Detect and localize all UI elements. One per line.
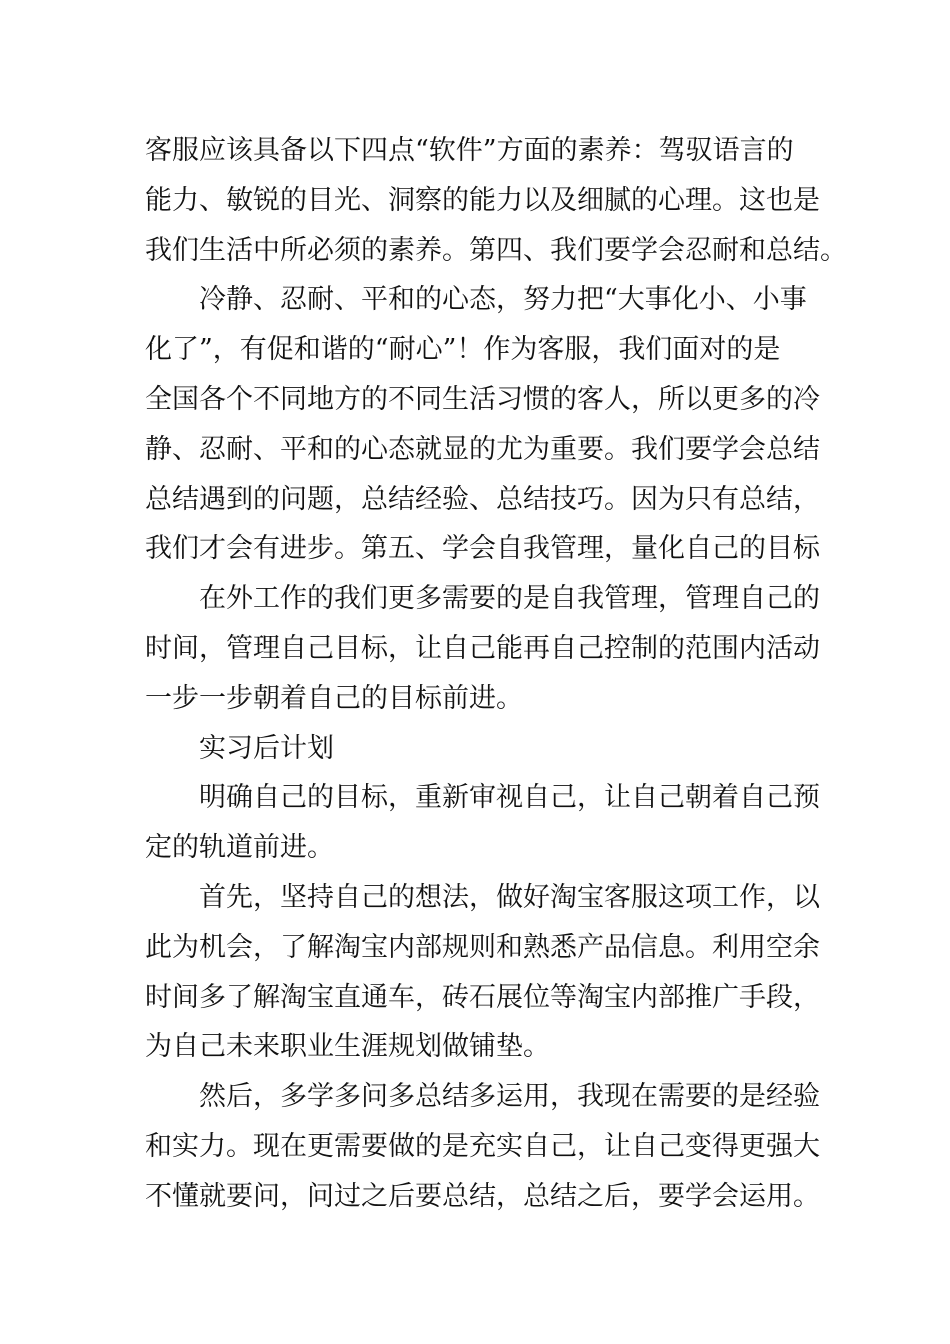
text-line: 全国各个不同地方的不同生活习惯的客人，所以更多的冷 [145,383,820,415]
text-line: 客服应该具备以下四点“软件”方面的素养：驾驭语言的 [145,135,794,166]
text-line: 首先，坚持自己的想法，做好淘宝客服这项工作，以 [199,881,820,913]
text-line: 为自己未来职业生涯规划做铺垫。 [145,1031,550,1063]
section-heading: 实习后计划 [199,732,334,764]
text-line: 能力、敏锐的目光、洞察的能力以及细腻的心理。这也是 [145,184,820,216]
text-line: 一步一步朝着自己的目标前进。 [145,682,523,714]
text-line: 在外工作的我们更多需要的是自我管理，管理自己的 [199,583,820,615]
text-line: 冷静、忍耐、平和的心态，努力把“大事化小、小事 [199,284,807,316]
text-line: 我们生活中所必须的素养。第四、我们要学会忍耐和总结。 [145,234,847,266]
text-line: 时间多了解淘宝直通车，砖石展位等淘宝内部推广手段， [145,981,820,1013]
text-line: 定的轨道前进。 [145,832,334,864]
text-line: 和实力。现在更需要做的是充实自己，让自己变得更强大 [145,1130,820,1162]
text-line: 此为机会，了解淘宝内部规则和熟悉产品信息。利用空余 [145,931,820,963]
text-line: 化了”，有促和谐的“耐心”！作为客服，我们面对的是 [145,334,781,366]
text-line: 总结遇到的问题，总结经验、总结技巧。因为只有总结， [145,483,820,515]
text-line: 然后，多学多问多总结多运用，我现在需要的是经验 [199,1081,820,1113]
text-line: 静、忍耐、平和的心态就显的尤为重要。我们要学会总结 [145,433,820,465]
text-line: 我们才会有进步。第五、学会自我管理，量化自己的目标 [145,533,820,565]
text-line: 不懂就要问，问过之后要总结，总结之后，要学会运用。 [145,1180,820,1212]
text-line: 明确自己的目标，重新审视自己，让自己朝着自己预 [199,782,820,814]
text-line: 时间，管理自己目标，让自己能再自己控制的范围内活动 [145,632,820,664]
body-text [145,126,847,1222]
